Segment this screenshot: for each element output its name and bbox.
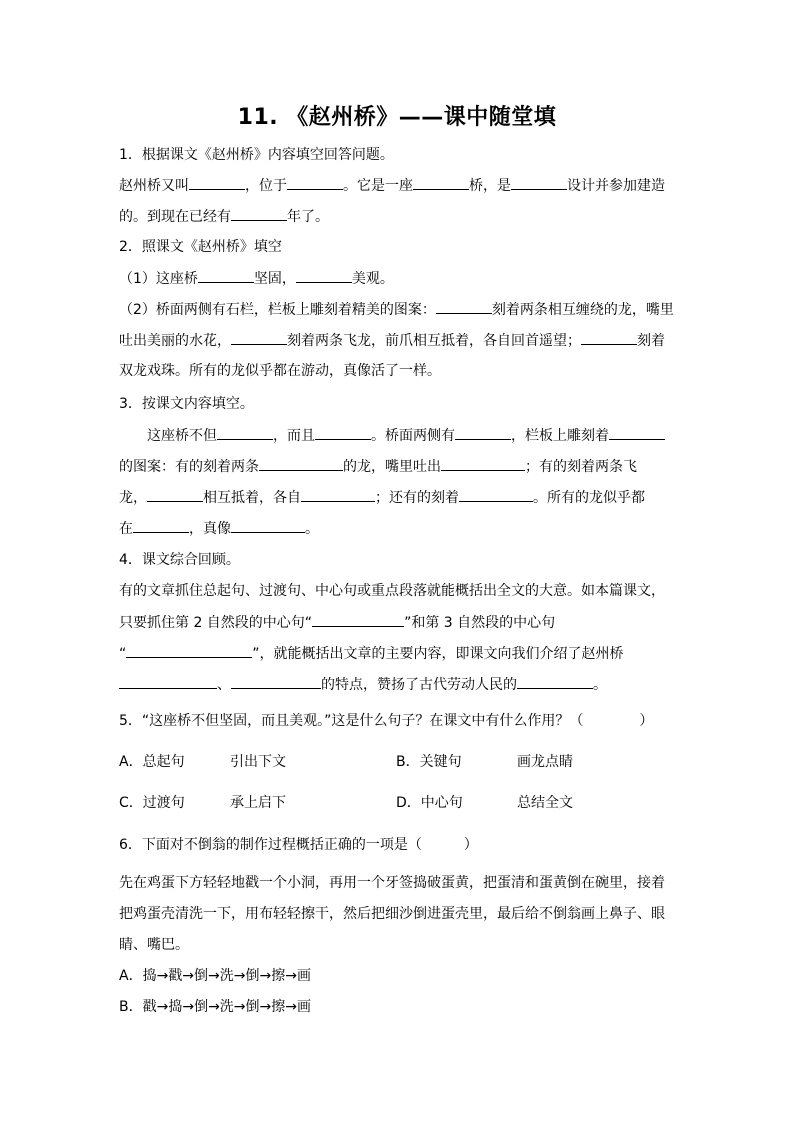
text: 刻着两条相互缠绕的龙，嘴里 <box>491 302 674 318</box>
q2-item2-line2 <box>119 330 665 351</box>
blank[interactable] <box>581 330 637 345</box>
blank[interactable] <box>259 456 343 471</box>
text: 吐出美丽的水花， <box>119 333 231 349</box>
text: 这座桥不但 <box>147 428 217 444</box>
text: ；有的刻着两条飞 <box>525 459 637 475</box>
text: ，真像 <box>189 521 231 537</box>
blank[interactable] <box>119 674 217 689</box>
text: 美观。 <box>351 271 394 287</box>
text: ”，就能概括出文章的主要内容，即课文向我们介绍了赵州桥 <box>252 646 624 662</box>
blank[interactable] <box>441 456 525 471</box>
blank[interactable] <box>312 612 404 627</box>
text: 。所有的龙似乎都 <box>533 490 645 506</box>
blank[interactable] <box>198 268 254 283</box>
blank[interactable] <box>126 643 252 658</box>
q4-line2 <box>119 612 555 633</box>
q1-line2 <box>119 206 329 227</box>
blank[interactable] <box>301 487 375 502</box>
text: ，而且 <box>273 428 315 444</box>
blank[interactable] <box>217 425 273 440</box>
q5-option-c-desc: 承上启下 <box>230 795 286 811</box>
text: 。 <box>593 677 607 693</box>
q3-line2 <box>119 456 637 477</box>
blank[interactable] <box>511 175 567 190</box>
blank[interactable] <box>315 425 371 440</box>
blank[interactable] <box>231 206 287 221</box>
blank[interactable] <box>455 425 511 440</box>
page-title: 11. 《赵州桥》——课中随堂填 <box>237 105 557 130</box>
blank[interactable] <box>287 175 343 190</box>
q1-line1 <box>119 175 665 196</box>
blank[interactable] <box>517 674 593 689</box>
q3-heading: 3．按课文内容填空。 <box>119 396 254 412</box>
text: 赵州桥又叫 <box>119 178 189 194</box>
text: 。 <box>305 521 319 537</box>
text: 只要抓住第 2 自然段的中心句“ <box>119 615 313 631</box>
q4-line1: 有的文章抓住总起句、过渡句、中心句或重点段落就能概括出全文的大意。如本篇课文， <box>119 583 665 599</box>
q5-option-d-label[interactable]: D．中心句 <box>396 795 463 811</box>
q5-option-c-label[interactable]: C．过渡句 <box>119 795 185 811</box>
blank[interactable] <box>436 299 492 314</box>
q4-line3 <box>119 643 624 664</box>
blank[interactable] <box>189 175 245 190</box>
blank[interactable] <box>609 425 665 440</box>
blank[interactable] <box>231 518 305 533</box>
q6-question: 6．下面对不倒翁的制作过程概括正确的一项是（ ） <box>119 837 478 853</box>
q5-option-a-label[interactable]: A．总起句 <box>119 754 185 770</box>
text: 桥，是 <box>469 178 511 194</box>
blank[interactable] <box>147 487 203 502</box>
blank[interactable] <box>459 487 533 502</box>
q5-option-b-desc: 画龙点睛 <box>517 754 573 770</box>
blank[interactable] <box>231 674 321 689</box>
text: 的特点，赞扬了古代劳动人民的 <box>321 677 517 693</box>
text: 刻着 <box>637 333 665 349</box>
blank[interactable] <box>133 518 189 533</box>
q6-paragraph-line1: 先在鸡蛋下方轻轻地戳一个小洞，再用一个牙签捣破蛋黄，把蛋清和蛋黄倒在碗里，接着 <box>119 875 665 891</box>
q3-line4 <box>119 518 319 539</box>
q2-item2-line3: 双龙戏珠。所有的龙似乎都在游动，真像活了一样。 <box>119 363 441 379</box>
text: 、 <box>217 677 231 693</box>
text: （2）桥面两侧有石栏，栏板上雕刻着精美的图案： <box>119 302 436 318</box>
text: ”和第 3 自然段的中心句 <box>404 615 556 631</box>
q5-option-a-desc: 引出下文 <box>230 754 286 770</box>
blank[interactable] <box>296 268 352 283</box>
text: 。它是一座 <box>343 178 413 194</box>
text: 龙， <box>119 490 147 506</box>
text: 的龙，嘴里吐出 <box>343 459 441 475</box>
q5-question: 5．“这座桥不但坚固，而且美观。”这是什么句子？在课文中有什么作用？（ ） <box>119 713 654 729</box>
q6-option-b[interactable]: B．戳→捣→倒→洗→倒→擦→画 <box>119 999 311 1015</box>
text: ，栏板上雕刻着 <box>511 428 609 444</box>
text: （1）这座桥 <box>119 271 198 287</box>
text: 。桥面两侧有 <box>371 428 455 444</box>
text: 的图案：有的刻着两条 <box>119 459 259 475</box>
text: 的。到现在已经有 <box>119 209 231 225</box>
q1-heading: 1．根据课文《赵州桥》内容填空回答问题。 <box>119 147 394 163</box>
q2-item1 <box>119 268 394 289</box>
q6-paragraph-line2: 把鸡蛋壳清洗一下，用布轻轻擦干，然后把细沙倒进蛋壳里，最后给不倒翁画上鼻子、眼 <box>119 906 665 922</box>
q5-option-d-desc: 总结全文 <box>517 795 573 811</box>
text: ；还有的刻着 <box>375 490 459 506</box>
text: 相互抵着，各自 <box>203 490 301 506</box>
q3-line3 <box>119 487 645 508</box>
text: 坚固， <box>253 271 296 287</box>
text: 在 <box>119 521 133 537</box>
text: ，位于 <box>245 178 287 194</box>
q2-item2-line1 <box>119 299 674 320</box>
text: 刻着两条飞龙，前爪相互抵着，各自回首遥望； <box>287 333 581 349</box>
q3-line1 <box>147 425 665 446</box>
q4-heading: 4．课文综合回顾。 <box>119 552 240 568</box>
q6-paragraph-line3: 睛、嘴巴。 <box>119 937 189 953</box>
q5-option-b-label[interactable]: B．关键句 <box>396 754 462 770</box>
text: 设计并参加建造 <box>567 178 665 194</box>
blank[interactable] <box>413 175 469 190</box>
text: 年了。 <box>287 209 329 225</box>
blank[interactable] <box>231 330 287 345</box>
q4-line4 <box>119 674 607 695</box>
q2-heading: 2．照课文《赵州桥》填空 <box>119 239 282 255</box>
text: “ <box>119 646 127 662</box>
q6-option-a[interactable]: A．捣→戳→倒→洗→倒→擦→画 <box>119 968 311 984</box>
